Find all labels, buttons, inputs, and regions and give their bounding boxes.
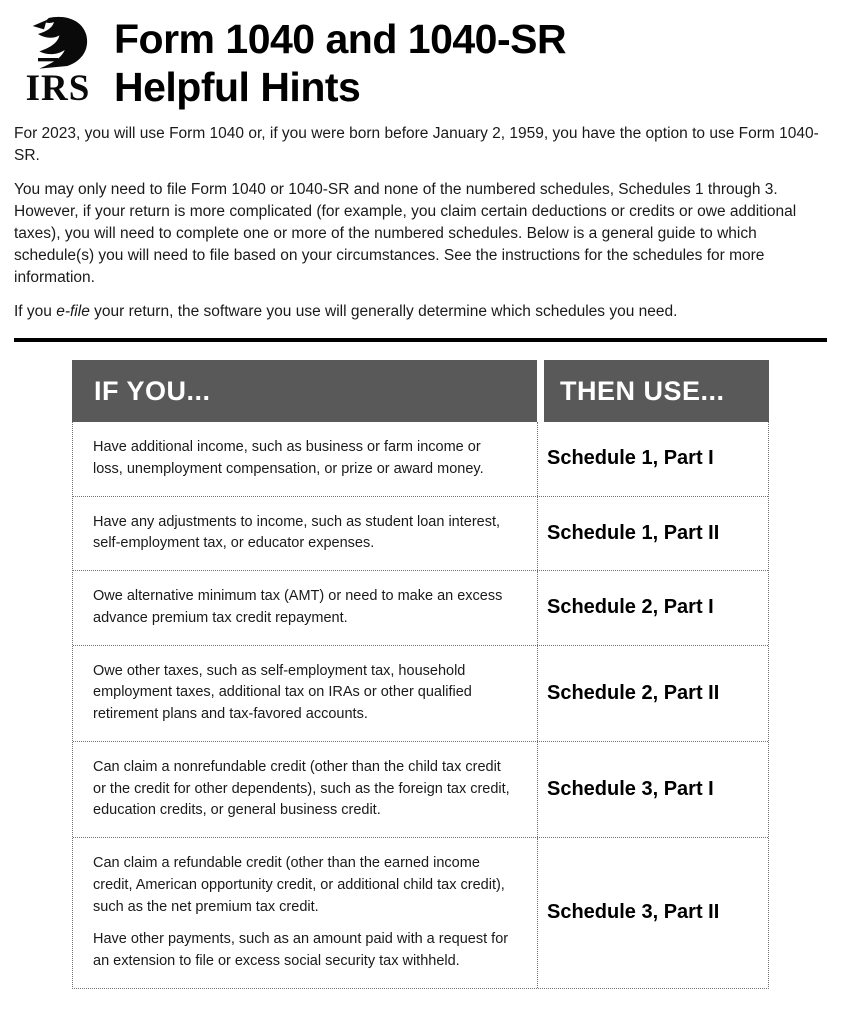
table-row — [73, 742, 768, 838]
document-header — [14, 10, 827, 111]
intro-paragraph-2: You may only need to file Form 1040 or 1040-SR and none of the numbered schedules, Schedules 1 through 3. However, if your return is more complicated (for example, you claim certain deductions or credits or owe additional taxes), you will need to complete one or more of the numbered schedules. Below is a general guide to which schedule(s) you will need to file based on your circumstances. See the instructions for the schedules for more information. — [14, 181, 797, 287]
condition-text: Have any adjustments to income, such as student loan interest, self-employment tax, or educator expenses. — [93, 513, 501, 552]
irs-logo — [14, 10, 102, 107]
table-row — [73, 422, 768, 497]
condition-text: Owe alternative minimum tax (AMT) or need to make an excess advance premium tax credit repayment. — [93, 588, 503, 626]
page-title-line-2: Helpful Hints — [114, 63, 361, 110]
condition-cell — [73, 571, 538, 645]
intro-section — [14, 123, 827, 323]
condition-cell — [73, 497, 538, 571]
table-header-row — [72, 360, 769, 422]
section-divider-rule — [14, 338, 827, 342]
intro-paragraph-1: For 2023, you will use Form 1040 or, if you were born before January 2, 1959, you have the option to use Form 1040-SR. — [14, 125, 819, 165]
page-title-line-1: Form 1040 and 1040-SR — [114, 16, 567, 62]
condition-cell — [73, 646, 538, 741]
intro-p3-after: your return, the software you use will generally determine which schedules you need. — [89, 303, 678, 321]
schedule-cell: Schedule 1, Part I — [547, 447, 714, 470]
schedule-cell: Schedule 2, Part I — [547, 596, 714, 619]
page-title — [114, 10, 566, 111]
intro-paragraph-3 — [14, 301, 827, 323]
condition-text: Owe other taxes, such as self-employment tax, household employment taxes, additional tax on IRAs or other qualified retirement plans and tax-favored accounts. — [93, 662, 472, 723]
schedule-cell: Schedule 3, Part I — [547, 777, 714, 800]
condition-text-2: Have other payments, such as an amount paid with a request for an extension to file or excess social security tax withheld. — [93, 931, 509, 970]
table-body — [72, 422, 769, 989]
column-header-if-you: IF YOU... — [72, 360, 537, 422]
condition-text: Can claim a refundable credit (other than the earned income credit, American opportunity credit, or additional child tax credit), such as the net premium tax credit. — [93, 855, 505, 915]
intro-p3-efile-italic: e-file — [56, 303, 90, 321]
condition-text: Can claim a nonrefundable credit (other than the child tax credit or the credit for other dependents), such as the foreign tax credit, education credits, or general business credit. — [93, 758, 510, 819]
condition-cell — [73, 838, 538, 988]
schedule-cell: Schedule 2, Part II — [547, 681, 720, 704]
table-row — [73, 571, 768, 646]
intro-p3-before: If you — [14, 303, 57, 321]
irs-eagle-icon — [14, 14, 102, 70]
table-row — [73, 497, 768, 572]
condition-cell — [73, 422, 538, 496]
schedule-guide-table — [72, 360, 769, 989]
irs-logo-text: IRS — [25, 68, 91, 109]
schedule-cell: Schedule 3, Part II — [547, 901, 720, 924]
table-row — [73, 838, 768, 988]
condition-text: Have additional income, such as business or farm income or loss, unemployment compensation, or prize or award money. — [93, 439, 484, 477]
column-header-then-use: THEN USE... — [544, 360, 769, 422]
condition-cell — [73, 742, 538, 837]
schedule-cell: Schedule 1, Part II — [547, 521, 720, 544]
table-row — [73, 646, 768, 742]
